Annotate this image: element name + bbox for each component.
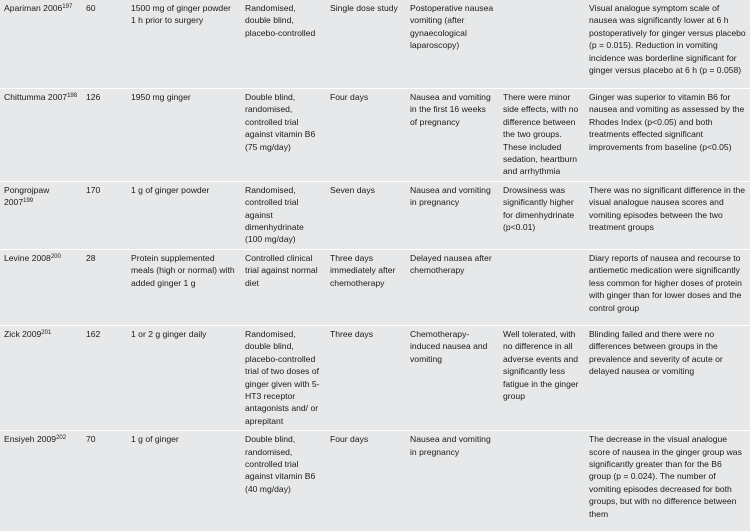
design-cell: Randomised, double blind, placebo-controlled	[241, 0, 326, 89]
study-cell: Chittumma 2007$^{198}$	[0, 89, 82, 182]
intervention-cell: 1 g of ginger	[127, 431, 241, 532]
outcome-cell: Ginger was superior to vitamin B6 for nausea and vomiting as assessed by the Rhodes Index (p<0.05) and both treatments effected significant improvements from baseline (p<0.05)	[585, 89, 750, 182]
design-cell: Double blind, randomised, controlled trial against vitamin B6 (75 mg/day)	[241, 89, 326, 182]
condition-cell: Nausea and vomiting in pregnancy	[406, 181, 499, 249]
adverse-events-cell: Well tolerated, with no difference in all adverse events and significantly less fatigue in the ginger group	[499, 325, 585, 430]
condition-cell: Postoperative nausea vomiting (after gynaecological laparoscopy)	[406, 0, 499, 89]
outcome-cell: The decrease in the visual analogue score of nausea in the ginger group was significantly greater than for the B6 group (p = 0.024). The number of vomiting episodes decreased for both groups, but with no difference between them	[585, 431, 750, 532]
study-cell: Levine 2008$^{200}$	[0, 249, 82, 325]
table-row	[0, 89, 750, 182]
intervention-cell: 1 or 2 g ginger daily	[127, 325, 241, 430]
study-cell: Pongrojpaw 2007$^{199}$	[0, 181, 82, 249]
outcome-cell: There was no significant difference in the visual analogue nausea scores and vomiting episodes between the two treatment groups	[585, 181, 750, 249]
condition-cell: Chemotherapy-induced nausea and vomiting	[406, 325, 499, 430]
adverse-events-cell	[499, 249, 585, 325]
outcome-cell: Visual analogue symptom scale of nausea was significantly lower at 6 h postoperatively for ginger versus placebo (p = 0.015). Reduction in vomiting incidence was borderline significant for ginger versus placebo at 6 h (p = 0.058)	[585, 0, 750, 89]
participants-cell: 28	[82, 249, 127, 325]
outcome-cell: Diary reports of nausea and recourse to antiemetic medication were significantly less common for higher doses of protein with ginger than for lower doses and the control group	[585, 249, 750, 325]
study-cell: Ensiyeh 2009$^{202}$	[0, 431, 82, 532]
participants-cell: 162	[82, 325, 127, 430]
duration-cell: Three days	[326, 325, 406, 430]
study-cell: Apariman 2006$^{197}$	[0, 0, 82, 89]
design-cell: Randomised, double blind, placebo-controlled trial of two doses of ginger given with 5-HT3 receptor antagonists and/ or aprepitant	[241, 325, 326, 430]
table-row	[0, 325, 750, 430]
table-row	[0, 431, 750, 532]
design-cell: Double blind, randomised, controlled trial against vitamin B6 (40 mg/day)	[241, 431, 326, 532]
participants-cell: 60	[82, 0, 127, 89]
duration-cell: Four days	[326, 89, 406, 182]
adverse-events-cell: Drowsiness was significantly higher for dimenhydrinate (p<0.01)	[499, 181, 585, 249]
duration-cell: Three days immediately after chemotherapy	[326, 249, 406, 325]
design-cell: Randomised, controlled trial against dimenhydrinate (100 mg/day)	[241, 181, 326, 249]
duration-cell: Seven days	[326, 181, 406, 249]
table-row	[0, 249, 750, 325]
study-cell: Zick 2009$^{201}$	[0, 325, 82, 430]
outcome-cell: Blinding failed and there were no differences between groups in the prevalence and severity of acute or delayed nausea or vomiting	[585, 325, 750, 430]
condition-cell: Delayed nausea after chemotherapy	[406, 249, 499, 325]
participants-cell: 70	[82, 431, 127, 532]
participants-cell: 170	[82, 181, 127, 249]
adverse-events-cell: There were minor side effects, with no difference between the two groups. These included sedation, heartburn and arrhythmia	[499, 89, 585, 182]
duration-cell: Four days	[326, 431, 406, 532]
intervention-cell: 1 g of ginger powder	[127, 181, 241, 249]
design-cell: Controlled clinical trial against normal diet	[241, 249, 326, 325]
participants-cell: 126	[82, 89, 127, 182]
table-row	[0, 181, 750, 249]
duration-cell: Single dose study	[326, 0, 406, 89]
condition-cell: Nausea and vomiting in the first 16 weeks of pregnancy	[406, 89, 499, 182]
condition-cell: Nausea and vomiting in pregnancy	[406, 431, 499, 532]
intervention-cell: Protein supplemented meals (high or normal) with added ginger 1 g	[127, 249, 241, 325]
intervention-cell: 1950 mg ginger	[127, 89, 241, 182]
table-row	[0, 0, 750, 89]
intervention-cell: 1500 mg of ginger powder 1 h prior to surgery	[127, 0, 241, 89]
adverse-events-cell	[499, 0, 585, 89]
adverse-events-cell	[499, 431, 585, 532]
